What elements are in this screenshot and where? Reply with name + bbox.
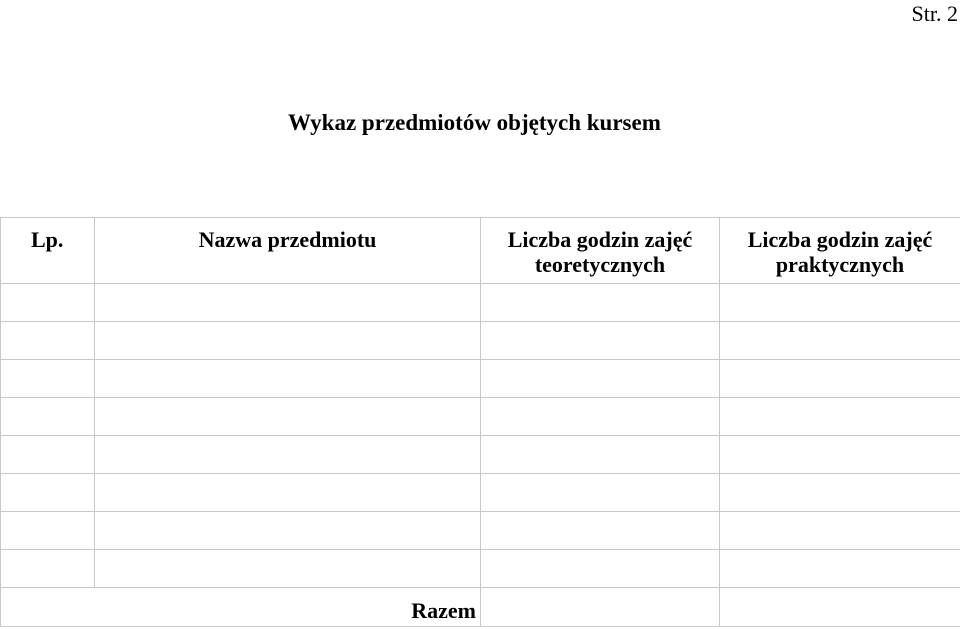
cell-subject-name[interactable]: [95, 284, 481, 322]
cell-theory-hours[interactable]: [481, 436, 720, 474]
table-row: [1, 360, 960, 398]
cell-subject-name[interactable]: [95, 360, 481, 398]
document-title: Wykaz przedmiotów objętych kursem: [288, 110, 661, 135]
cell-lp[interactable]: [1, 436, 95, 474]
table-row: [1, 550, 960, 588]
cell-theory-hours[interactable]: [481, 360, 720, 398]
header-theory-hours: Liczba godzin zajęć teoretycznych: [481, 218, 720, 284]
subjects-table: [0, 217, 960, 627]
total-label: Razem: [1, 588, 481, 627]
cell-theory-hours[interactable]: [481, 512, 720, 550]
table-row: [1, 474, 960, 512]
table-row: [1, 436, 960, 474]
table-row: [1, 284, 960, 322]
cell-lp[interactable]: [1, 284, 95, 322]
cell-theory-hours[interactable]: [481, 474, 720, 512]
cell-lp[interactable]: [1, 360, 95, 398]
page-number: Str. 2: [911, 1, 958, 26]
header-practice-hours: Liczba godzin zajęć praktycznych: [720, 218, 960, 284]
cell-practice-hours[interactable]: [720, 398, 960, 436]
cell-practice-hours[interactable]: [720, 436, 960, 474]
cell-lp[interactable]: [1, 474, 95, 512]
total-practice-hours[interactable]: [720, 588, 960, 627]
cell-theory-hours[interactable]: [481, 284, 720, 322]
cell-subject-name[interactable]: [95, 512, 481, 550]
cell-practice-hours[interactable]: [720, 550, 960, 588]
cell-practice-hours[interactable]: [720, 474, 960, 512]
cell-subject-name[interactable]: [95, 322, 481, 360]
total-row: [1, 588, 960, 627]
cell-subject-name[interactable]: [95, 474, 481, 512]
table-row: [1, 398, 960, 436]
cell-subject-name[interactable]: [95, 398, 481, 436]
cell-practice-hours[interactable]: [720, 360, 960, 398]
cell-theory-hours[interactable]: [481, 398, 720, 436]
cell-practice-hours[interactable]: [720, 284, 960, 322]
cell-practice-hours[interactable]: [720, 322, 960, 360]
cell-subject-name[interactable]: [95, 550, 481, 588]
cell-lp[interactable]: [1, 322, 95, 360]
cell-theory-hours[interactable]: [481, 550, 720, 588]
cell-practice-hours[interactable]: [720, 512, 960, 550]
header-subject-name: Nazwa przedmiotu: [95, 218, 481, 284]
cell-theory-hours[interactable]: [481, 322, 720, 360]
table-header-row: [1, 218, 960, 284]
cell-subject-name[interactable]: [95, 436, 481, 474]
table-row: [1, 322, 960, 360]
cell-lp[interactable]: [1, 550, 95, 588]
header-lp: Lp.: [1, 218, 95, 284]
total-theory-hours[interactable]: [481, 588, 720, 627]
table-row: [1, 512, 960, 550]
cell-lp[interactable]: [1, 398, 95, 436]
cell-lp[interactable]: [1, 512, 95, 550]
